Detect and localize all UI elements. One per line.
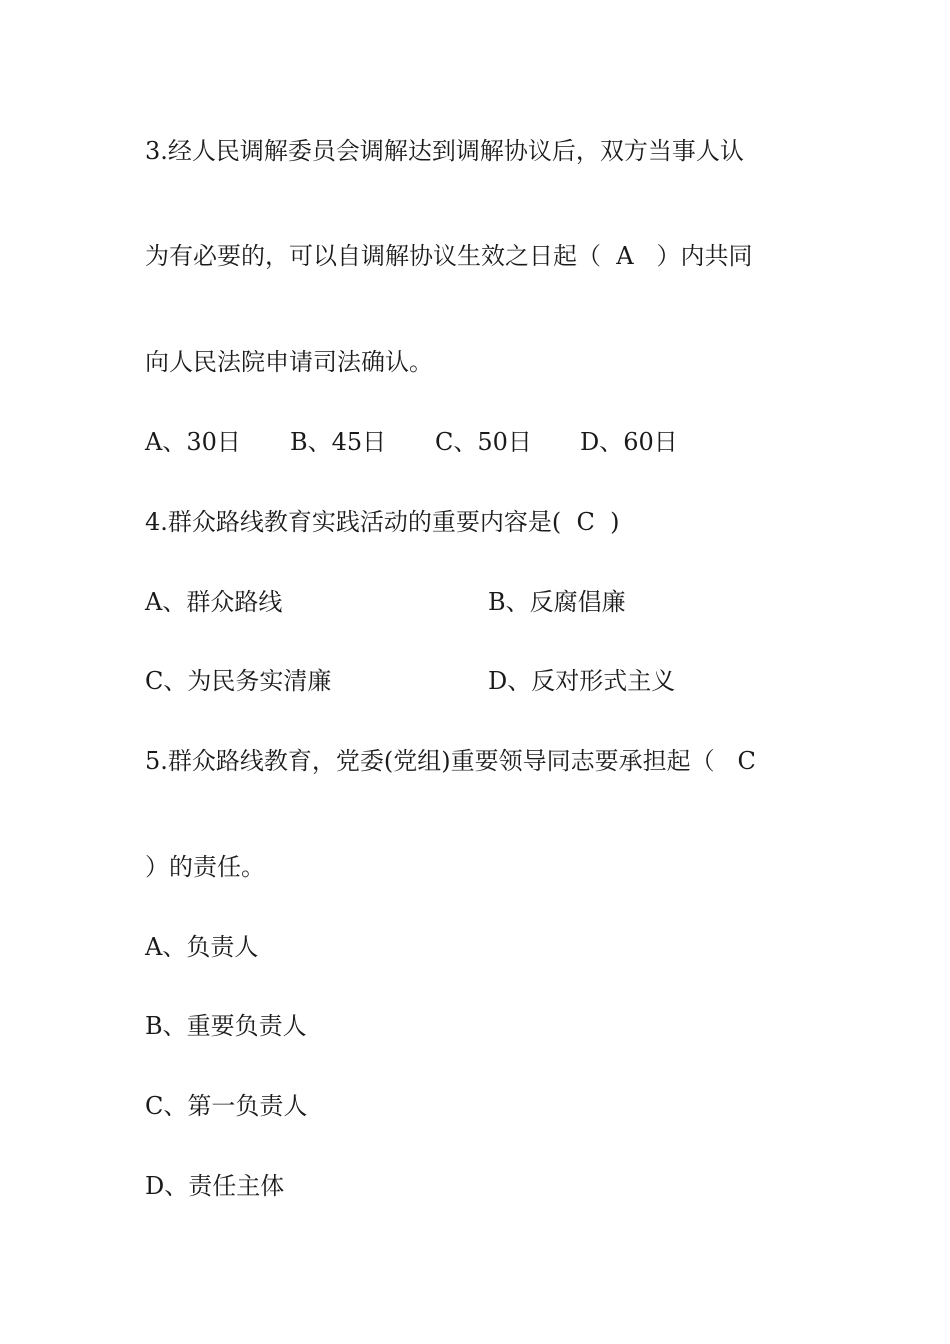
question-3-option-d: D、60日: [580, 428, 678, 456]
question-3-option-a: A、30日: [145, 428, 241, 456]
question-4-option-c: C、为民务实清廉: [145, 667, 332, 695]
question-4-option-b: B、反腐倡廉: [488, 588, 626, 616]
question-4-option-d: D、反对形式主义: [488, 667, 676, 695]
question-5-option-b: B、重要负责人: [145, 1012, 307, 1040]
question-5-option-c: C、第一负责人: [145, 1092, 308, 1120]
question-3-line-2: 为有必要的，可以自调解协议生效之日起（ A ）内共同: [145, 242, 753, 270]
question-3-option-b: B、45日: [290, 428, 387, 456]
question-3-line-1: 3.经人民调解委员会调解达到调解协议后，双方当事人认: [145, 137, 744, 165]
question-4-line-1: 4.群众路线教育实践活动的重要内容是( C ): [145, 508, 620, 536]
question-5-line-1: 5.群众路线教育，党委(党组)重要领导同志要承担起（ C: [145, 747, 756, 775]
question-4-option-a: A、群众路线: [145, 588, 283, 616]
question-5-line-2: ）的责任。: [145, 853, 265, 881]
question-5-option-d: D、责任主体: [145, 1172, 285, 1200]
question-5-option-a: A、负责人: [145, 933, 259, 961]
question-3-option-c: C、50日: [435, 428, 532, 456]
question-3-line-3: 向人民法院申请司法确认。: [145, 348, 433, 376]
